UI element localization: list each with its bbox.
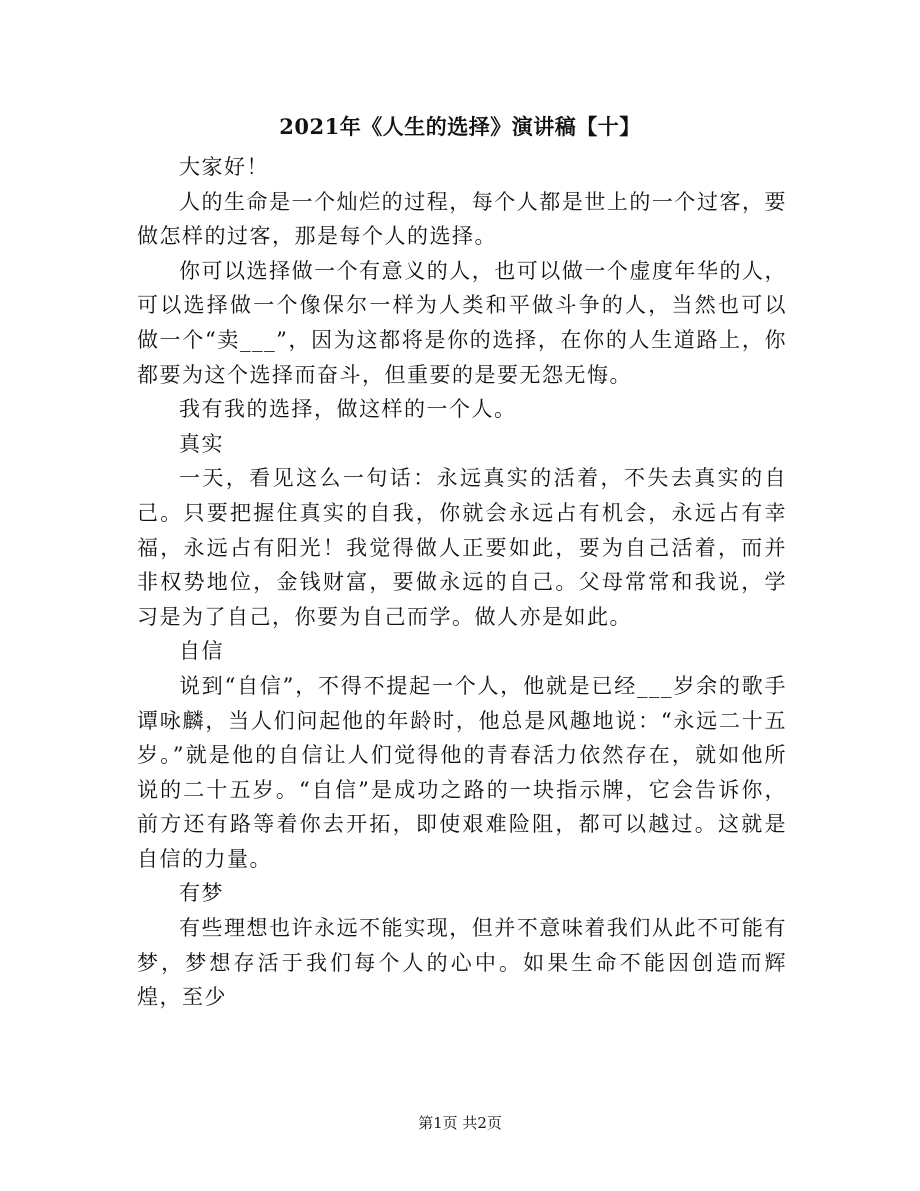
paragraph-truth: 一天，看见这么一句话：永远真实的活着，不失去真实的自己。只要把握住真实的自我，你就会永远占有机会，永远占有幸福，永远占有阳光！我觉得做人正要如此，要为自己活着，而并非权势地位，金钱财富，要做永远的自己。父母常常和我说，学习是为了自己，你要为自己而学。做人亦是如此。 — [137, 466, 787, 629]
document-title: 2021年《人生的选择》演讲稿【十】 — [279, 114, 641, 139]
paragraph-confidence: 说到“自信”，不得不提起一个人，他就是已经___岁余的歌手谭咏麟，当人们问起他的年龄时，他总是风趣地说：“永远二十五岁。”就是他的自信让人们觉得他的青春活力依然存在，就如他所说的二十五岁。“自信”是成功之路的一块指示牌，它会告诉你，前方还有路等着你去开拓，即使艰难险阻，都可以越过。这就是自信的力量。 — [137, 673, 787, 871]
section-heading-truth: 真实 — [179, 431, 224, 456]
document-body — [137, 150, 787, 1015]
paragraph-my-choice: 我有我的选择，做这样的一个人。 — [179, 397, 517, 422]
page-number-footer: 第1页 共2页 — [418, 1114, 502, 1132]
section-heading-confidence: 自信 — [179, 639, 224, 664]
paragraph-choices: 你可以选择做一个有意义的人，也可以做一个虚度年华的人，可以选择做一个像保尔一样为人类和平做斗争的人，当然也可以做一个“卖___”，因为这都将是你的选择，在你的人生道路上，你都要为这个选择而奋斗，但重要的是要无怨无悔。 — [137, 258, 787, 387]
paragraph-life-process: 人的生命是一个灿烂的过程，每个人都是世上的一个过客，要做怎样的过客，那是每个人的选择。 — [137, 189, 787, 249]
paragraph-dream: 有些理想也许永远不能实现，但并不意味着我们从此不可能有梦，梦想存活于我们每个人的心中。如果生命不能因创造而辉煌，至少 — [137, 916, 787, 1010]
section-heading-dream: 有梦 — [179, 881, 224, 906]
paragraph-greeting: 大家好！ — [179, 155, 269, 179]
